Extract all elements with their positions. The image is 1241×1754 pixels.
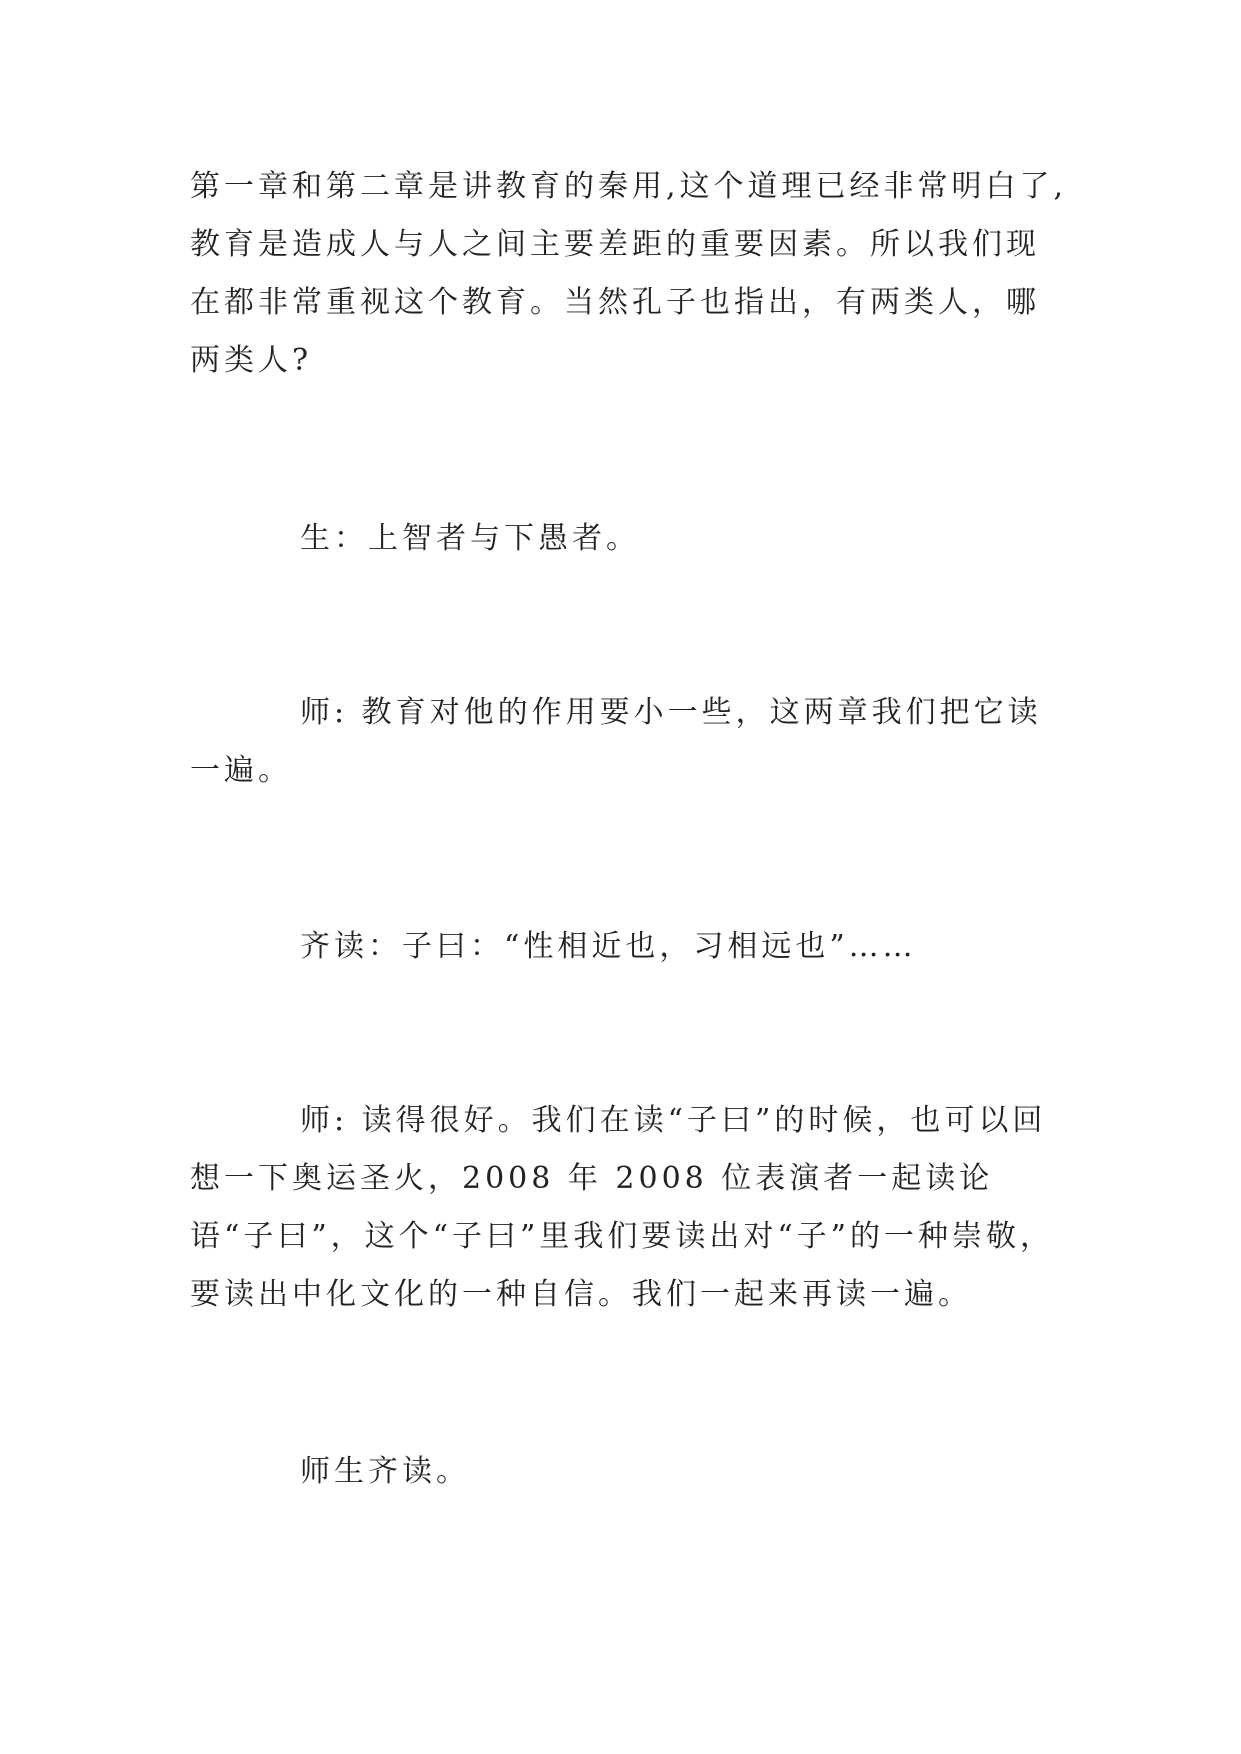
paragraph-teacher-remark: 师: 教育对他的作用要小一些，这两章我们把它读一遍。: [190, 695, 1042, 788]
paragraph-student-answer: 生：上智者与下愚者。: [300, 521, 640, 556]
paragraph-intro: 第一章和第二章是讲教育的秦用,这个道理已经非常明白了,教育是造成人与人之间主要差距的重要因素。所以我们现在都非常重视这个教育。当然孔子也指出，有两类人，哪两类人?: [190, 169, 1068, 378]
paragraph-group-reading: 齐读：子曰：“性相近也，习相远也”……: [300, 929, 917, 964]
paragraph-all-read: 师生齐读。: [300, 1454, 470, 1489]
paragraph-teacher-feedback: 师: 读得很好。我们在读“子曰”的时候，也可以回想一下奥运圣火，2008 年 2008 位表演者一起读论语“子曰”，这个“子曰”里我们要读出对“子”的一种崇敬，要读出中化文化的一种自信。我们一起来再读一遍。: [190, 1103, 1055, 1312]
